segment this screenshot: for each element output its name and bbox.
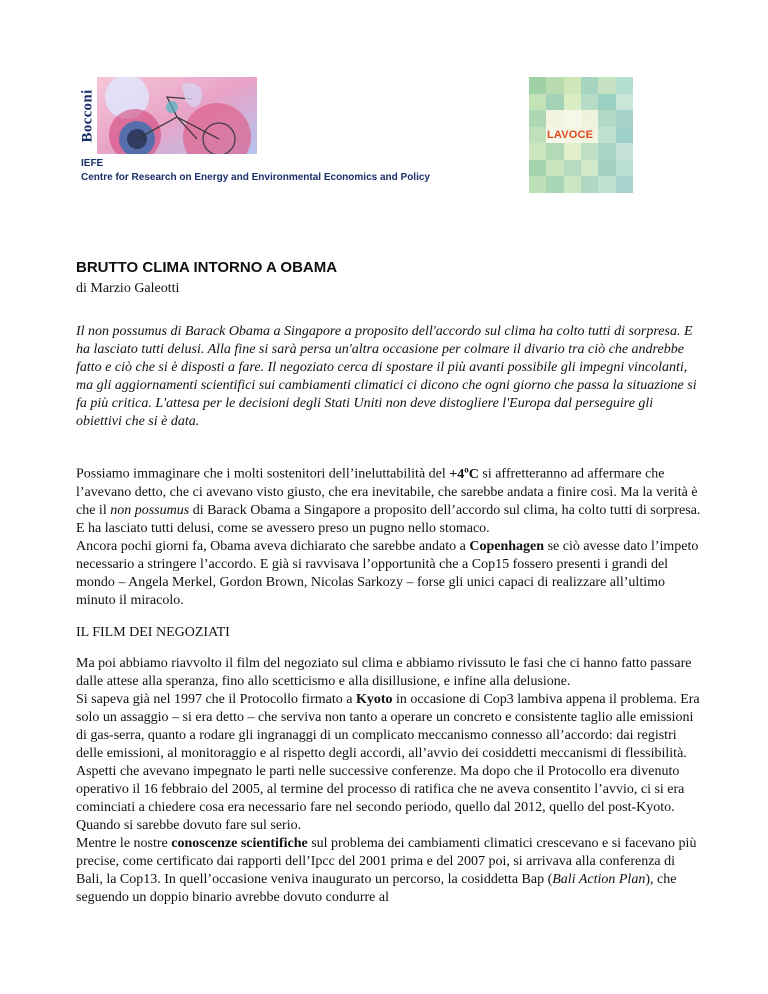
section-title: IL FILM DEI NEGOZIATI xyxy=(76,625,230,640)
article-paragraph-2: Ma poi abbiamo riavvolto il film del negoziato sul clima e abbiamo rivissuto le fasi che ci hanno fatto passare dalle attese alla speranza, fino allo scetticismo e alla disillusione, e infine alla delusione. Si sapeva già nel 1997 che il Protocollo firmato a Kyoto in occasione di Cop3 lambiva appena il problema. Era solo un assaggio – si era detto – che serviva non tanto a operare un concreto e consistente taglio alle emissioni di gas-serra, quanto a rodare gli ingranaggi di un complicato meccanismo connesso all’accordo: dai registri delle emissioni, al monitoraggio e al rispetto degli accordi, all’avvio dei cosiddetti meccanismi di flessibilità. Aspetti che avevano impegnato le parti nelle successive conferenze. Ma dopo che il Protocollo era divenuto operativo il 16 febbraio del 2005, al termine del processo di ratifica che ne aveva consentito l’avvio, ci si era cominciati a chiedere cosa era necessario fare nel secondo periodo, quello dal 2012, quello del post-Kyoto. Quando si sarebbe dovuto fare sul serio. Mentre le nostre conoscenze scientifiche sul problema dei cambiamenti climatici crescevano e si facevano più precise, come certificato dai rapporti dell’Ipcc del 2001 prima e del 2007 poi, si arrivava alla conferenza di Bali, la Cop13. In quell’occasione veniva inaugurato un percorso, la cosiddetta Bap (Bali Action Plan), che seguendo un doppio binario avrebbe dovuto condurre al xyxy=(76,656,700,905)
kyoto-keyword: Kyoto xyxy=(355,692,393,707)
lavoce-wordmark: LAVOCE xyxy=(547,129,594,141)
bocconi-iefe-logo: Bocconi IEFE Centre for Research on Energy and Environmental Economics and Policy xyxy=(79,77,379,187)
bicycle-artwork-icon xyxy=(97,77,257,154)
article-paragraph-1: Possiamo immaginare che i molti sostenitori dell’ineluttabilità del $+4^oC$ si affretteranno ad affermare che l’avevano detto, che ci avevano visto giusto, che era inevitabile, che sarebbe andata a finire così. Ma la verità è che il non possumus di Barack Obama a Singapore a proposito dell’accordo sul clima, ha colto tutti di sorpresa. E ha lasciato tutti delusi, come se avessero preso un pugno nello stomaco. Ancora pochi giorni fa, Obama aveva dichiarato che sarebbe andato a Copenhagen se ciò avesse dato l’impeto necessario a stringere l’accordo. E già si ravvisava l’opportunità che a Cop15 fossero presenti i grandi del mondo – Angela Merkel, Gordon Brown, Nicolas Sarkozy – forse gli unici capaci di realizzare all’ultimo minuto il miracolo. xyxy=(76,464,701,608)
article-title: BRUTTO CLIMA INTORNO A OBAMA xyxy=(76,259,338,276)
copenhagen-keyword: Copenhagen xyxy=(469,538,545,554)
scientific-knowledge-keyword: conoscenze scientifiche xyxy=(171,836,308,851)
article-byline: di Marzio Galeotti xyxy=(76,281,180,296)
temperature-value: $+4^oC$ xyxy=(449,464,479,482)
article-abstract: Il non possumus di Barack Obama a Singapore a proposito dell'accordo sul clima ha colto tutti di sorpresa. E ha lasciato tutti delusi. Alla fine si sarà persa un'altra occasione per colmare il divario tra ciò che andrebbe fatto e ciò che si è disposti a fare. Il negoziato cerca di spostare il più avanti possibile gli impegni vincolanti, ma gli aggiornamenti scientifici sui cambiamenti climatici ci dicono che ogni giorno che passa la situazione si fa più critica. L'attesa per le decisioni degli Stati Uniti non deve distogliere l'Europa dal perseguire gli obiettivi che si è data. xyxy=(76,324,697,429)
lavoce-logo xyxy=(529,77,633,193)
bocconi-wordmark: Bocconi xyxy=(79,77,97,154)
